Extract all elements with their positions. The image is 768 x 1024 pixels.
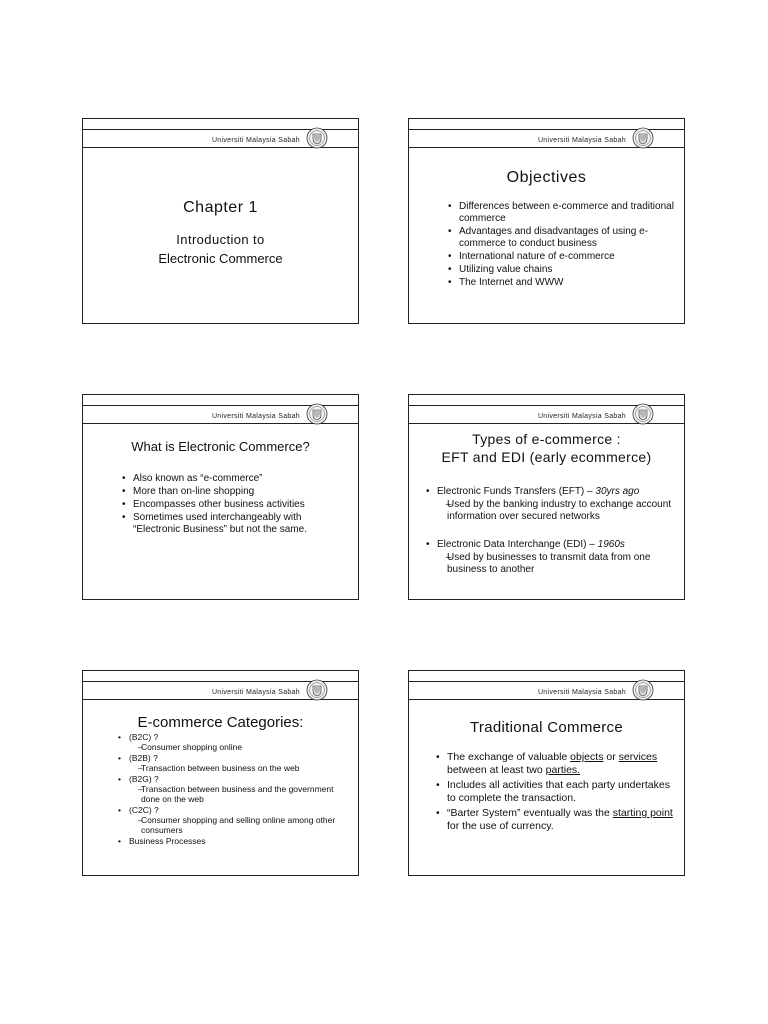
- eft-era: 30yrs ago: [595, 486, 640, 497]
- slide-title: Objectives: [506, 169, 587, 186]
- university-crest-icon: [306, 127, 328, 149]
- category-description: – Consumer shopping online: [129, 742, 339, 752]
- slide-header: [409, 129, 684, 148]
- university-crest-icon: [306, 403, 328, 425]
- list-item: • Business Processes: [117, 836, 339, 846]
- slide-title: Traditional Commerce: [470, 719, 623, 736]
- slide-5: [82, 670, 359, 876]
- university-crest-icon: [306, 679, 328, 701]
- university-name: Universiti Malaysia Sabah: [537, 137, 626, 144]
- list-item: • International nature of e-commerce: [447, 251, 679, 263]
- list-item: • Advantages and disadvantages of using e-commerce to conduct business: [447, 226, 679, 250]
- category-sublist: [129, 815, 339, 835]
- eft-sublist: [437, 499, 681, 523]
- objectives-list: [447, 201, 679, 290]
- slide-title: E-commerce Categories:: [137, 714, 304, 731]
- slide-subtitle-line1: Introduction to: [176, 232, 265, 247]
- category-description: – Consumer shopping and selling online among other consumers: [129, 815, 339, 835]
- list-item: • Encompasses other business activities: [121, 499, 349, 511]
- eft-description: – Used by the banking industry to exchange account information over secured networks: [437, 499, 681, 523]
- slide-title-line2: EFT and EDI (early ecommerce): [441, 449, 652, 465]
- edi-description: – Used by businesses to transmit data from one business to another: [437, 552, 681, 576]
- list-item: • The Internet and WWW: [447, 277, 679, 289]
- university-crest-icon: [632, 127, 654, 149]
- category-label: (B2G) ?: [129, 774, 159, 784]
- category-label: (C2C) ?: [129, 805, 159, 815]
- list-item: • Sometimes used interchangeably with “Electronic Business” but not the same.: [121, 512, 349, 536]
- category-sublist: [129, 742, 339, 752]
- list-item: [117, 805, 339, 835]
- slide-header: [83, 681, 358, 700]
- list-item: • Includes all activities that each party undertakes to complete the transaction.: [435, 779, 675, 804]
- edi-text: Electronic Data Interchange (EDI) –: [437, 539, 598, 550]
- parties-term: parties.: [545, 763, 581, 776]
- edi-sublist: [437, 552, 681, 576]
- slide-6: [408, 670, 685, 876]
- list-item: [435, 751, 675, 776]
- list-item: [435, 807, 675, 832]
- starting-point-term: starting point: [612, 807, 673, 819]
- category-label: (B2C) ?: [129, 732, 159, 742]
- university-name: Universiti Malaysia Sabah: [211, 689, 300, 696]
- list-item: • Differences between e-commerce and traditional commerce: [447, 201, 679, 225]
- list-item: [117, 732, 339, 752]
- list-item: • Utilizing value chains: [447, 264, 679, 276]
- category-label: (B2B) ?: [129, 753, 158, 763]
- category-description: – Transaction between business on the web: [129, 763, 339, 773]
- objects-term: objects: [570, 751, 604, 763]
- text-segment: between at least two: [447, 763, 546, 776]
- types-list: [425, 486, 681, 582]
- list-item: [117, 774, 339, 804]
- slide-1: [82, 118, 359, 324]
- university-crest-icon: [632, 403, 654, 425]
- university-name: Universiti Malaysia Sabah: [211, 137, 300, 144]
- university-name: Universiti Malaysia Sabah: [537, 689, 626, 696]
- university-name: Universiti Malaysia Sabah: [537, 413, 626, 420]
- edi-era: 1960s: [597, 539, 625, 550]
- slide-header: [409, 405, 684, 424]
- slide-3: [82, 394, 359, 600]
- traditional-commerce-list: [435, 751, 675, 833]
- list-item: • More than on-line shopping: [121, 486, 349, 498]
- category-sublist: [129, 763, 339, 773]
- list-item: [117, 753, 339, 773]
- eft-text: Electronic Funds Transfers (EFT) –: [437, 486, 596, 497]
- slide-header: [83, 405, 358, 424]
- list-item-eft: [425, 486, 681, 523]
- slide-4: [408, 394, 685, 600]
- university-crest-icon: [632, 679, 654, 701]
- text-segment: “Barter System” eventually was the: [447, 807, 613, 819]
- category-sublist: [129, 784, 339, 804]
- text-segment: for the use of currency.: [447, 819, 554, 832]
- services-term: services: [618, 751, 658, 763]
- slide-header: [409, 681, 684, 700]
- list-item-edi: [425, 539, 681, 576]
- list-item: • Also known as “e-commerce”: [121, 473, 349, 485]
- slide-2: [408, 118, 685, 324]
- text-segment: or: [603, 751, 619, 763]
- slide-title: What is Electronic Commerce?: [131, 439, 310, 454]
- university-name: Universiti Malaysia Sabah: [211, 413, 300, 420]
- definition-list: [121, 473, 349, 537]
- categories-list: [117, 732, 339, 847]
- slide-title: Chapter 1: [183, 199, 258, 216]
- category-description: – Transaction between business and the government done on the web: [129, 784, 339, 804]
- text-segment: The exchange of valuable: [447, 751, 571, 763]
- slide-title-line1: Types of e-commerce :: [472, 431, 621, 447]
- slide-header: [83, 129, 358, 148]
- slide-subtitle-line2: Electronic Commerce: [158, 251, 283, 266]
